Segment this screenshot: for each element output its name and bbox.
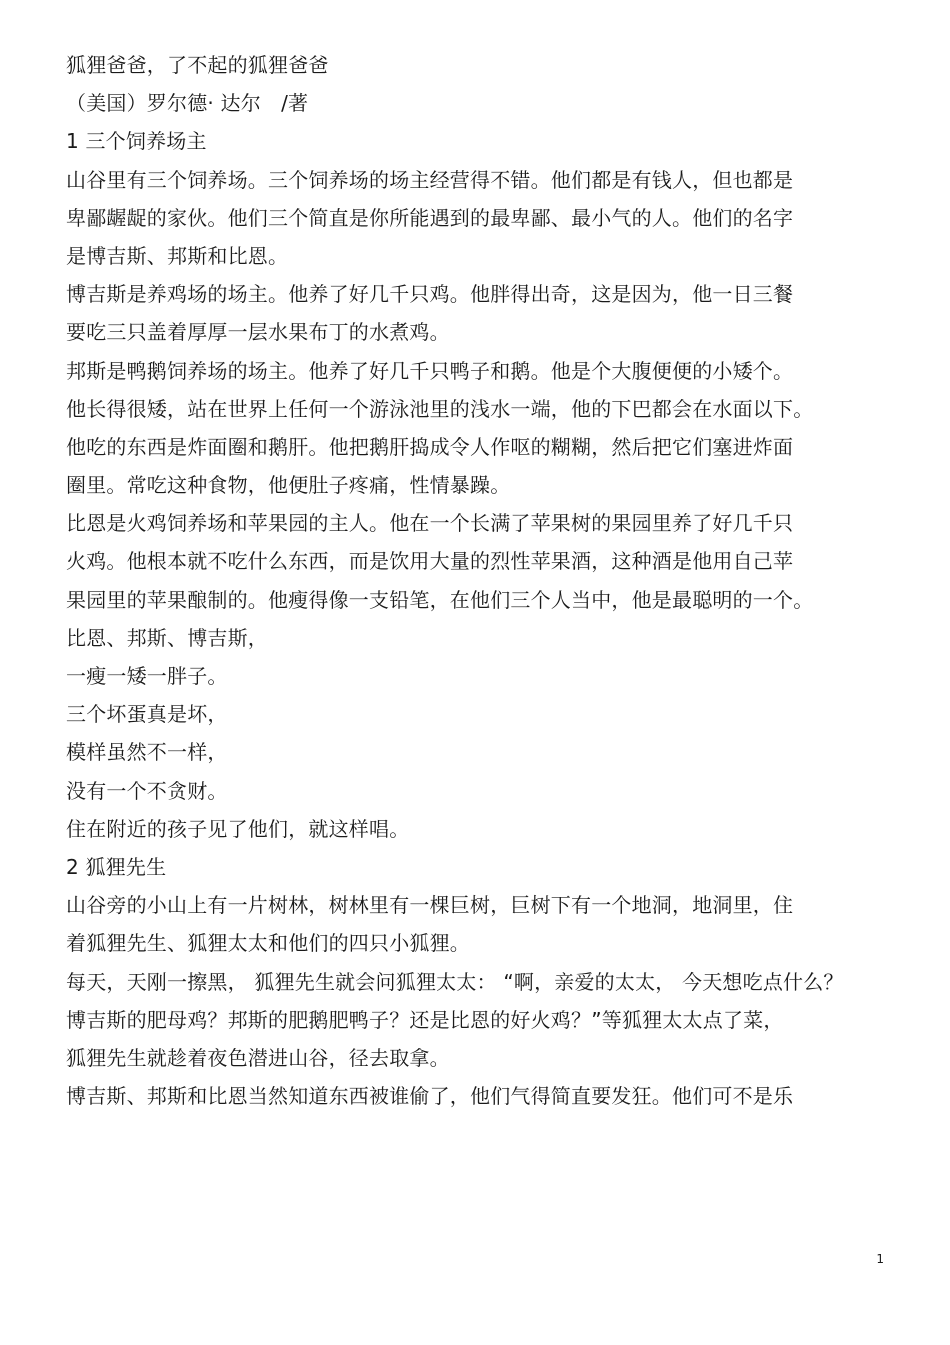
text-line: 他长得很矮，站在世界上任何一个游泳池里的浅水一端，他的下巴都会在水面以下。 [66,396,814,421]
verse-line: 比恩、邦斯、博吉斯， [66,625,268,650]
page-number: 1 [876,1252,884,1266]
text-line: 山谷里有三个饲养场。三个饲养场的场主经营得不错。他们都是有钱人，但也都是 [66,167,794,192]
text-line: 果园里的苹果酿制的。他瘦得像一支铅笔，在他们三个人当中，他是最聪明的一个。 [66,587,814,612]
chapter-heading: 2 狐狸先生 [66,854,167,879]
book-title: 狐狸爸爸，了不起的狐狸爸爸 [66,53,329,77]
text-line: 山谷旁的小山上有一片树林，树林里有一棵巨树，巨树下有一个地洞，地洞里，住 [66,893,794,918]
verse-line: 一瘦一矮一胖子。 [66,664,228,688]
page-body [66,46,886,1115]
author-line: （美国）罗尔德· 达尔 /著 [66,91,309,116]
verse-line: 模样虽然不一样， [66,740,228,765]
text-line: 博吉斯的肥母鸡？邦斯的肥鹅肥鸭子？还是比恩的好火鸡？”等狐狸太太点了菜， [66,1007,784,1032]
verse-line: 三个坏蛋真是坏， [66,702,228,727]
text-line: 是博吉斯、邦斯和比恩。 [66,243,289,268]
text-line: 住在附近的孩子见了他们，就这样唱。 [66,816,410,841]
chapter-heading: 1 三个饲养场主 [66,129,207,154]
text-line: 博吉斯是养鸡场的场主。他养了好几千只鸡。他胖得出奇，这是因为，他一日三餐 [66,282,794,307]
text-line: 要吃三只盖着厚厚一层水果布丁的水煮鸡。 [66,320,450,345]
verse-line: 没有一个不贪财。 [66,778,228,803]
text-line: 每天，天刚一擦黑， 狐狸先生就会问狐狸太太： “啊，亲爱的太太， 今天想吃点什么？ [66,969,844,994]
text-line: 火鸡。他根本就不吃什么东西，而是饮用大量的烈性苹果酒，这种酒是他用自己苹 [66,549,794,574]
text-line: 博吉斯、邦斯和比恩当然知道东西被谁偷了，他们气得简直要发狂。他们可不是乐 [66,1084,794,1109]
text-line: 卑鄙龌龊的家伙。他们三个简直是你所能遇到的最卑鄙、最小气的人。他们的名字 [66,205,794,230]
text-line: 着狐狸先生、狐狸太太和他们的四只小狐狸。 [66,931,470,956]
text-line: 比恩是火鸡饲养场和苹果园的主人。他在一个长满了苹果树的果园里养了好几千只 [66,511,794,536]
text-line: 狐狸先生就趁着夜色潜进山谷，径去取拿。 [66,1045,450,1070]
text-line: 圈里。常吃这种食物，他便肚子疼痛，性情暴躁。 [66,473,511,498]
text-line: 邦斯是鸭鹅饲养场的场主。他养了好几千只鸭子和鹅。他是个大腹便便的小矮个。 [66,358,794,383]
text-line: 他吃的东西是炸面圈和鹅肝。他把鹅肝捣成令人作呕的糊糊，然后把它们塞进炸面 [66,434,794,459]
